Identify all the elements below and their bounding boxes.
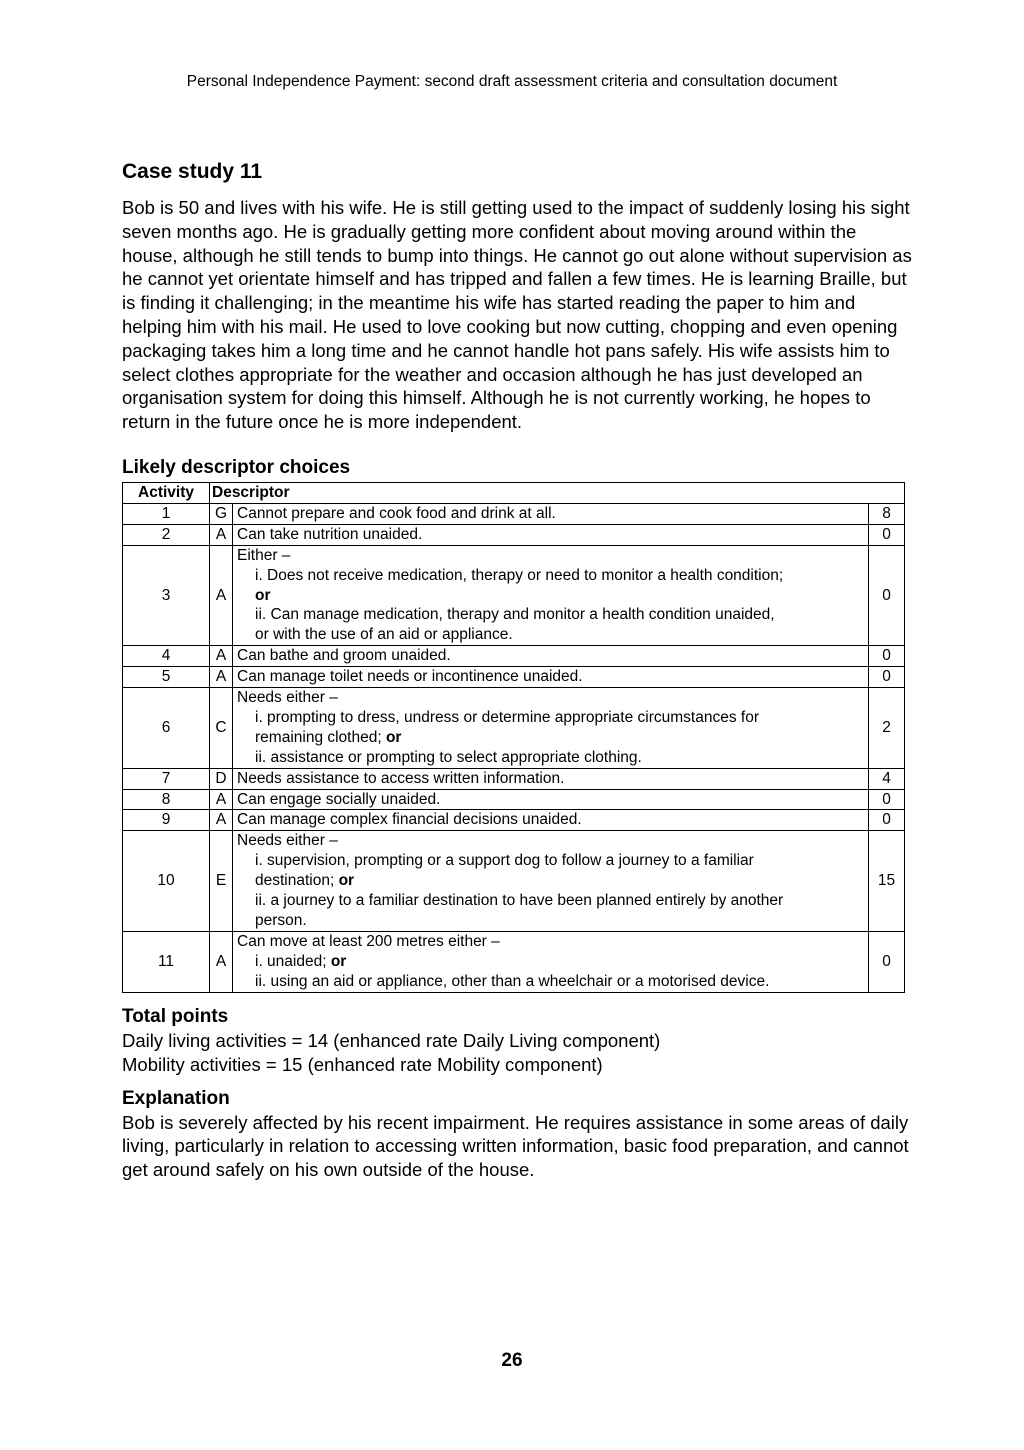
table-row — [123, 789, 905, 810]
points-cell: 2 — [869, 688, 905, 769]
case-intro-paragraph: Bob is 50 and lives with his wife. He is still getting used to the impact of suddenly losing his sight seven months ago. He is gradually getting more confident about moving around within the house, although he still tends to bump into things. He cannot go out alone without supervision as he cannot yet orientate himself and has tripped and fallen a few times. He is learning Braille, but is finding it challenging; in the meantime his wife has started reading the paper to him and helping him with his mail. He used to love cooking but now cutting, chopping and even opening packaging takes him a long time and he cannot handle hot pans safely. His wife assists him to select clothes appropriate for the weather and occasion although he has just developed an organisation system for doing this himself. Although he is not currently working, he hopes to return in the future once he is more independent. — [122, 197, 912, 433]
table-header-row — [123, 482, 905, 503]
descriptor-option-ii: ii. assistance or prompting to select appropriate clothing. — [255, 748, 642, 766]
letter-cell: D — [210, 768, 233, 789]
descriptor-cell — [233, 545, 869, 646]
total-mobility: Mobility activities = 15 (enhanced rate Mobility component) — [122, 1053, 603, 1075]
descriptor-intro: Either – — [237, 546, 291, 564]
table-row — [123, 688, 905, 769]
letter-cell: A — [210, 810, 233, 831]
letter-cell: E — [210, 831, 233, 932]
activity-cell: 8 — [123, 789, 210, 810]
letter-cell: A — [210, 667, 233, 688]
points-cell: 0 — [869, 789, 905, 810]
activity-cell: 11 — [123, 931, 210, 992]
points-cell: 0 — [869, 646, 905, 667]
descriptor-option-ii-cont: or with the use of an aid or appliance. — [255, 626, 513, 644]
option-i-text: i. unaided; — [255, 952, 331, 970]
points-cell: 0 — [869, 667, 905, 688]
descriptor-option-i: i. supervision, prompting or a support dog to follow a journey to a familiar — [255, 852, 754, 870]
descriptor-cell: Can engage socially unaided. — [233, 789, 869, 810]
descriptor-option-i: i. Does not receive medication, therapy or need to monitor a health condition; — [255, 566, 784, 584]
points-cell: 0 — [869, 810, 905, 831]
descriptor-option-i: i. prompting to dress, undress or determine appropriate circumstances for — [255, 708, 759, 726]
col-descriptor-header: Descriptor — [210, 482, 905, 503]
table-row — [123, 545, 905, 646]
table-row — [123, 931, 905, 992]
activity-cell: 5 — [123, 667, 210, 688]
points-cell: 0 — [869, 931, 905, 992]
total-daily-living: Daily living activities = 14 (enhanced rate Daily Living component) — [122, 1029, 661, 1051]
letter-cell: A — [210, 789, 233, 810]
letter-cell: A — [210, 524, 233, 545]
or-keyword: or — [330, 952, 347, 970]
option-i-tail: remaining clothed; — [255, 728, 386, 746]
letter-cell: G — [210, 503, 233, 524]
descriptor-option-i-cont — [237, 871, 862, 891]
table-row — [123, 503, 905, 524]
points-cell: 8 — [869, 503, 905, 524]
points-cell: 4 — [869, 768, 905, 789]
activity-cell: 7 — [123, 768, 210, 789]
activity-cell: 2 — [123, 524, 210, 545]
descriptor-option-ii-cont: person. — [255, 912, 307, 929]
or-keyword: or — [385, 728, 402, 746]
case-study-title: Case study 11 — [122, 160, 263, 183]
activity-cell: 6 — [123, 688, 210, 769]
points-cell: 0 — [869, 545, 905, 646]
likely-descriptors-heading: Likely descriptor choices — [122, 456, 351, 478]
table-row — [123, 768, 905, 789]
descriptor-option-i — [237, 952, 862, 972]
table-row — [123, 524, 905, 545]
or-keyword: or — [338, 872, 355, 890]
total-points-heading: Total points — [122, 1005, 229, 1027]
descriptor-cell: Cannot prepare and cook food and drink at all. — [233, 503, 869, 524]
descriptor-cell: Can manage complex financial decisions unaided. — [233, 810, 869, 831]
letter-cell: A — [210, 545, 233, 646]
page-number: 26 — [501, 1350, 523, 1371]
activity-cell: 3 — [123, 545, 210, 646]
descriptor-cell — [233, 831, 869, 932]
table-row — [123, 810, 905, 831]
table-row — [123, 831, 905, 932]
points-cell: 0 — [869, 524, 905, 545]
table-row — [123, 646, 905, 667]
letter-cell: A — [210, 931, 233, 992]
descriptor-cell — [233, 688, 869, 769]
activity-cell: 9 — [123, 810, 210, 831]
descriptor-intro: Needs either – — [237, 832, 338, 850]
descriptor-intro: Can move at least 200 metres either – — [237, 932, 500, 950]
descriptor-table — [122, 482, 905, 993]
descriptor-cell — [233, 931, 869, 992]
descriptor-option-ii: ii. Can manage medication, therapy and monitor a health condition unaided, — [255, 606, 775, 624]
descriptor-option-ii: ii. a journey to a familiar destination to have been planned entirely by another — [255, 892, 784, 910]
page-content — [122, 158, 912, 1182]
running-header: Personal Independence Payment: second draft assessment criteria and consultation document — [186, 73, 838, 90]
option-i-tail: destination; — [255, 872, 339, 890]
explanation-heading: Explanation — [122, 1087, 230, 1109]
points-cell: 15 — [869, 831, 905, 932]
descriptor-cell: Can take nutrition unaided. — [233, 524, 869, 545]
descriptor-intro: Needs either – — [237, 689, 338, 707]
descriptor-option-i-cont — [237, 728, 862, 748]
col-activity-header: Activity — [123, 482, 210, 503]
letter-cell: A — [210, 646, 233, 667]
descriptor-cell: Can manage toilet needs or incontinence unaided. — [233, 667, 869, 688]
activity-cell: 1 — [123, 503, 210, 524]
explanation-paragraph: Bob is severely affected by his recent impairment. He requires assistance in some areas of daily living, particularly in relation to accessing written information, basic food preparation, and cannot get around safely on his own outside of the house. — [122, 1111, 909, 1181]
letter-cell: C — [210, 688, 233, 769]
table-row — [123, 667, 905, 688]
descriptor-cell: Needs assistance to access written information. — [233, 768, 869, 789]
or-keyword: or — [255, 586, 271, 604]
descriptor-or — [237, 586, 862, 606]
descriptor-cell: Can bathe and groom unaided. — [233, 646, 869, 667]
activity-cell: 4 — [123, 646, 210, 667]
descriptor-option-ii: ii. using an aid or appliance, other than a wheelchair or a motorised device. — [255, 972, 770, 990]
activity-cell: 10 — [123, 831, 210, 932]
